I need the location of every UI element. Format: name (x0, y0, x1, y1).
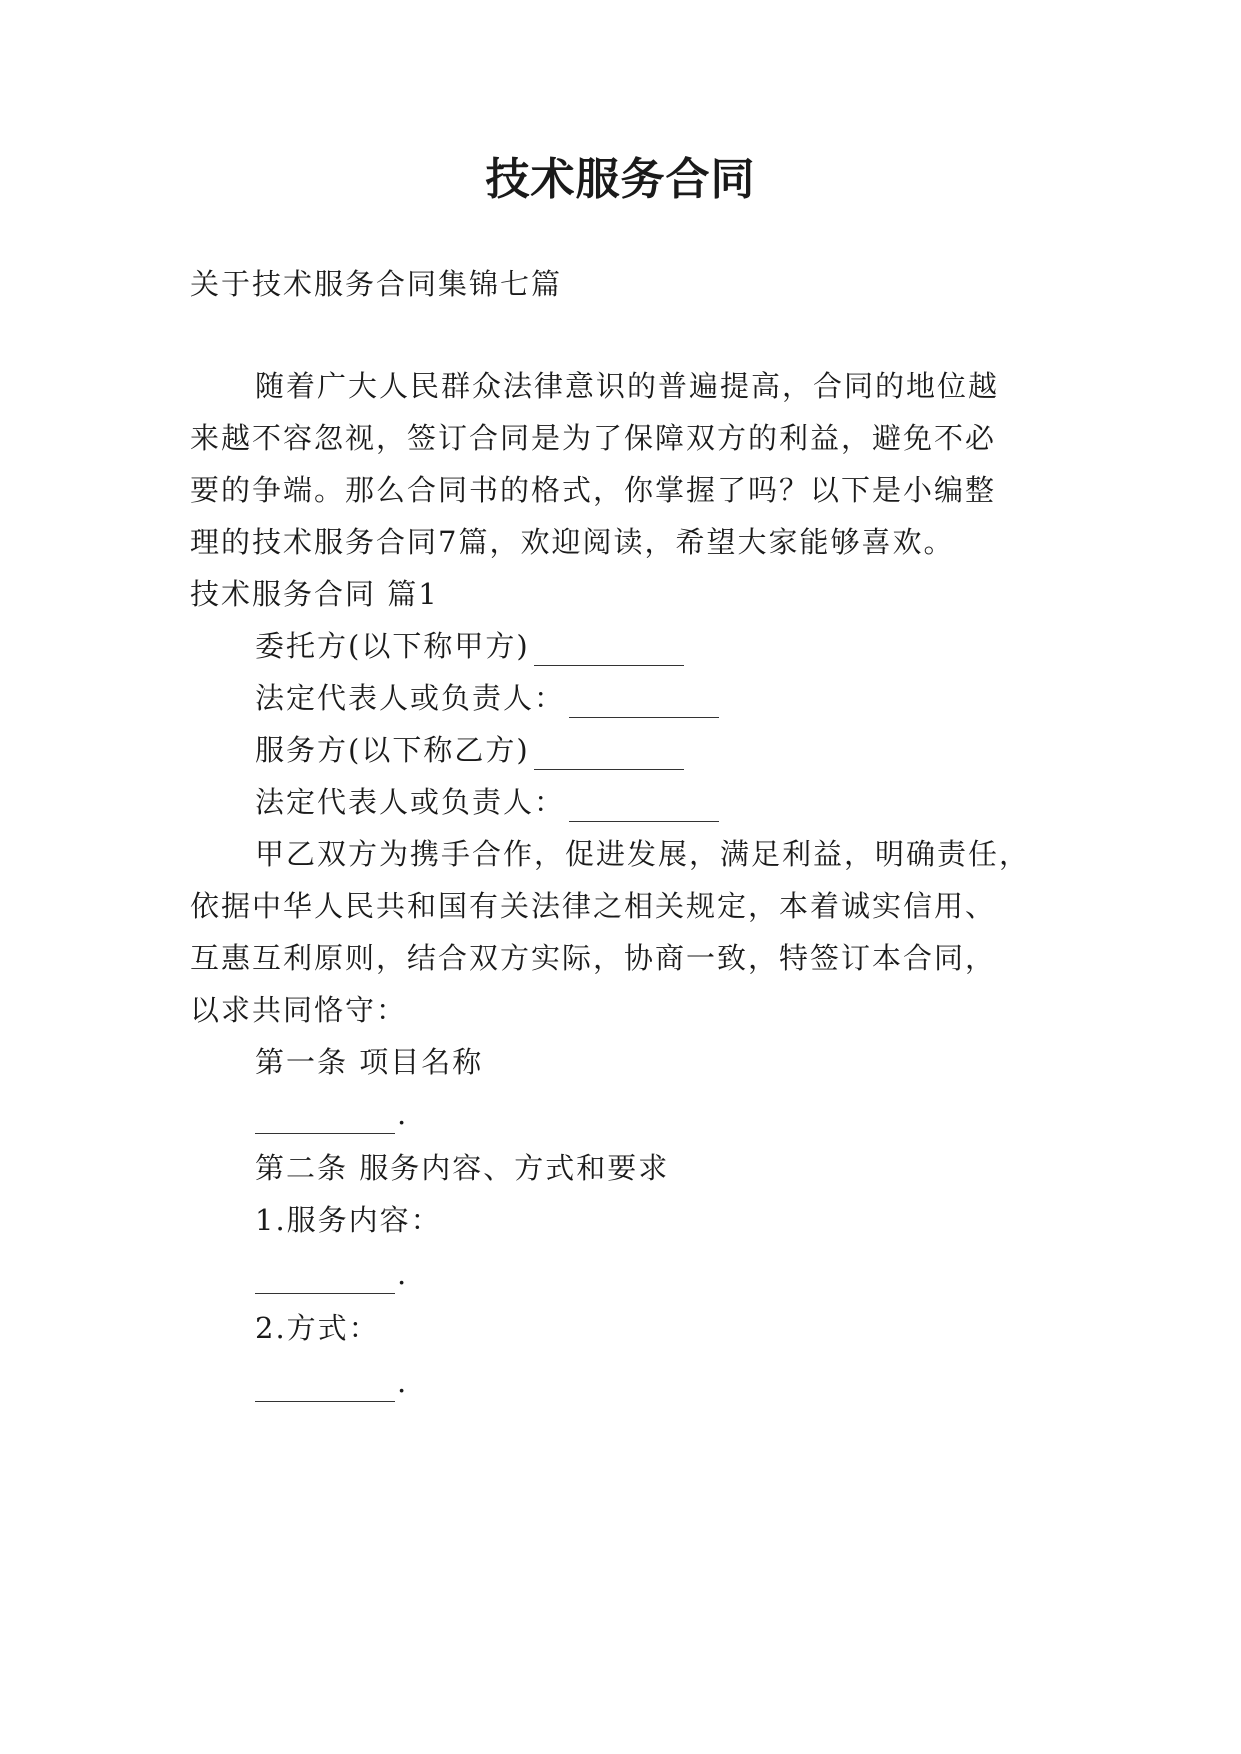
agreement-line-4: 以求共同恪守： (190, 993, 408, 1027)
article-1-heading: 第一条 项目名称 (255, 1045, 484, 1079)
party-a-label: 委托方(以下称甲方) (255, 629, 530, 663)
agreement-line-2: 依据中华人民共和国有关法律之相关规定，本着诚实信用、 (190, 889, 997, 923)
period: . (397, 1365, 409, 1399)
party-b-rep-blank[interactable] (569, 791, 719, 822)
method-blank[interactable] (255, 1371, 395, 1402)
project-name-blank[interactable] (255, 1103, 395, 1134)
party-a-blank[interactable] (534, 635, 684, 666)
article-1-blank-line (255, 1094, 408, 1134)
item-2-heading: 2.方式： (255, 1311, 380, 1345)
agreement-line-1: 甲乙双方为携手合作，促进发展，满足利益，明确责任， (255, 837, 1031, 871)
item-1-blank-line (255, 1254, 408, 1294)
party-a-rep-blank[interactable] (569, 687, 719, 718)
document-title: 技术服务合同 (485, 154, 756, 205)
section-heading: 技术服务合同 篇1 (190, 577, 439, 611)
article-2-heading: 第二条 服务内容、方式和要求 (255, 1151, 670, 1185)
party-a-rep-line (255, 678, 719, 718)
intro-line-3: 要的争端。那么合同书的格式，你掌握了吗？以下是小编整 (190, 473, 997, 507)
party-b-rep-line (255, 782, 719, 822)
agreement-line-3: 互惠互利原则，结合双方实际，协商一致，特签订本合同， (190, 941, 997, 975)
party-b-label: 服务方(以下称乙方) (255, 733, 530, 767)
period: . (397, 1097, 409, 1131)
item-2-blank-line (255, 1362, 408, 1402)
party-b-line (255, 730, 684, 770)
party-b-rep-label: 法定代表人或负责人： (255, 785, 566, 819)
period: . (397, 1257, 409, 1291)
item-1-heading: 1.服务内容： (255, 1203, 442, 1237)
party-a-line (255, 626, 684, 666)
intro-line-4: 理的技术服务合同7篇，欢迎阅读，希望大家能够喜欢。 (190, 525, 955, 559)
intro-line-1: 随着广大人民群众法律意识的普遍提高，合同的地位越 (255, 369, 1000, 403)
intro-line-2: 来越不容忽视，签订合同是为了保障双方的利益，避免不必 (190, 421, 997, 455)
service-content-blank[interactable] (255, 1263, 395, 1294)
party-a-rep-label: 法定代表人或负责人： (255, 681, 566, 715)
document-subtitle: 关于技术服务合同集锦七篇 (190, 267, 563, 301)
party-b-blank[interactable] (534, 739, 684, 770)
